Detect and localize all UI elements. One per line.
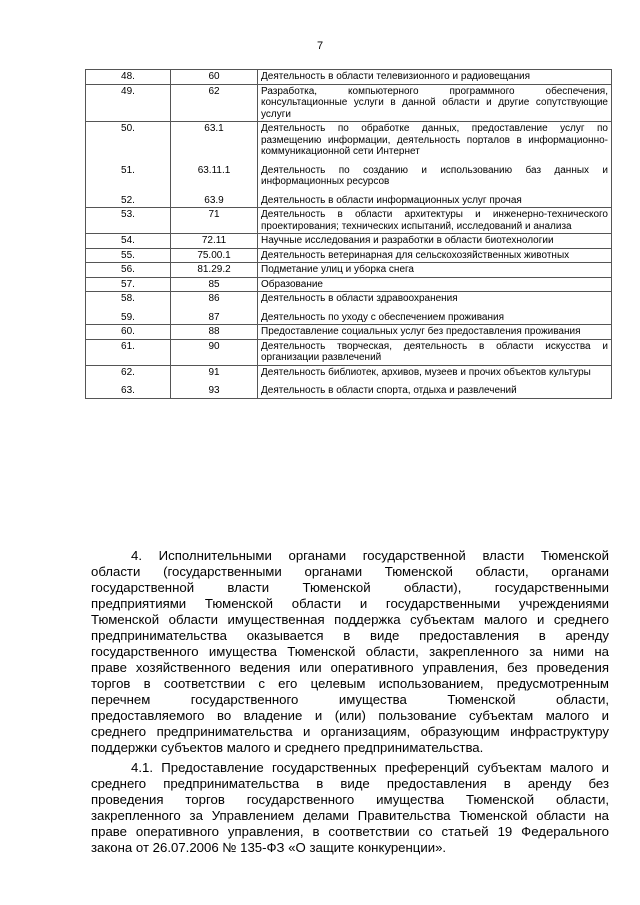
- okved-code: 63.1: [171, 122, 258, 164]
- row-number: 50.: [86, 122, 171, 164]
- row-number: 55.: [86, 248, 171, 263]
- activity-description: Деятельность библиотек, архивов, музеев и прочих объектов культуры: [258, 365, 612, 384]
- table-row: [86, 194, 612, 208]
- text-line: среднего предпринимательства в виде предоставления в аренду без: [91, 776, 609, 791]
- okved-code: 71: [171, 208, 258, 234]
- row-number: 63.: [86, 384, 171, 398]
- okved-code: 63.9: [171, 194, 258, 208]
- paragraph-4: [91, 548, 609, 756]
- text-line: поддержки субъектов малого и среднего предпринимательства.: [91, 740, 484, 755]
- row-number: 58.: [86, 292, 171, 311]
- text-line: государственной власти Тюменской области), государственными: [91, 580, 609, 595]
- row-number: 57.: [86, 277, 171, 292]
- page-number: 7: [316, 40, 324, 52]
- text-line: закрепленного за Управлением делами Правительства Тюменской области на: [91, 808, 609, 823]
- text-line: предоставляемого во владение и (или) пользование субъектам малого и: [91, 708, 609, 723]
- text-line: среднего предпринимательства и организациям, образующим инфраструктуру: [91, 724, 609, 739]
- okved-code: 75.00.1: [171, 248, 258, 263]
- activity-description: Подметание улиц и уборка снега: [258, 263, 612, 278]
- okved-code: 87: [171, 311, 258, 325]
- row-number: 59.: [86, 311, 171, 325]
- activity-codes-table: [85, 69, 612, 399]
- table-row: [86, 208, 612, 234]
- table-row: [86, 292, 612, 311]
- table-row: [86, 70, 612, 85]
- activity-description: Деятельность в области спорта, отдыха и развлечений: [258, 384, 612, 398]
- okved-code: 85: [171, 277, 258, 292]
- text-line: проведения торгов государственного имущества Тюменской области,: [91, 792, 609, 807]
- row-number: 54.: [86, 234, 171, 249]
- text-line: предприятиями Тюменской области и государственными учреждениями: [91, 596, 609, 611]
- activity-description: Деятельность по обработке данных, предоставление услуг по размещению информации, деятельность порталов в информационно-коммуникационной сети Интернет: [258, 122, 612, 164]
- okved-code: 88: [171, 325, 258, 340]
- text-line: закона от 26.07.2006 № 135-ФЗ «О защите конкуренции».: [91, 840, 447, 855]
- text-line: праве оперативного управления, в соответствии со статьей 19 Федерального: [91, 824, 609, 839]
- activity-description: Деятельность в области здравоохранения: [258, 292, 612, 311]
- okved-code: 72.11: [171, 234, 258, 249]
- okved-code: 62: [171, 84, 258, 122]
- text-line: предпринимательства оказывается в виде предоставления в аренду: [91, 628, 609, 643]
- activity-description: Деятельность творческая, деятельность в области искусства и организации развлечений: [258, 339, 612, 365]
- okved-code: 90: [171, 339, 258, 365]
- activity-description: Деятельность по уходу с обеспечением проживания: [258, 311, 612, 325]
- activity-description: Деятельность в области информационных услуг прочая: [258, 194, 612, 208]
- paragraph-4-1: [91, 760, 609, 856]
- table-row: [86, 164, 612, 194]
- text-line: перечнем государственного имущества Тюменской области,: [91, 692, 609, 707]
- row-number: 62.: [86, 365, 171, 384]
- table-row: [86, 122, 612, 164]
- table-row: [86, 248, 612, 263]
- text-line: государственного имущества Тюменской области, закрепленного за ними на: [91, 644, 609, 659]
- row-number: 48.: [86, 70, 171, 85]
- table-row: [86, 277, 612, 292]
- row-number: 53.: [86, 208, 171, 234]
- row-number: 60.: [86, 325, 171, 340]
- activity-description: Предоставление социальных услуг без предоставления проживания: [258, 325, 612, 340]
- okved-code: 86: [171, 292, 258, 311]
- row-number: 51.: [86, 164, 171, 194]
- okved-code: 60: [171, 70, 258, 85]
- activity-description: Разработка, компьютерного программного обеспечения, консультационные услуги в данной области и другие сопутствующие услуги: [258, 84, 612, 122]
- text-line: праве хозяйственного ведения или оперативного управления, без проведения: [91, 660, 609, 675]
- activity-description: Деятельность ветеринарная для сельскохозяйственных животных: [258, 248, 612, 263]
- table-row: [86, 325, 612, 340]
- row-number: 49.: [86, 84, 171, 122]
- table-row: [86, 84, 612, 122]
- okved-code: 81.29.2: [171, 263, 258, 278]
- row-number: 61.: [86, 339, 171, 365]
- activity-description: Образование: [258, 277, 612, 292]
- text-line: области (государственными органами Тюменской области, органами: [91, 564, 609, 579]
- table-row: [86, 365, 612, 384]
- text-line: Тюменской области имущественная поддержка субъектам малого и среднего: [91, 612, 609, 627]
- row-number: 56.: [86, 263, 171, 278]
- activity-description: Деятельность в области телевизионного и радиовещания: [258, 70, 612, 85]
- activity-description: Деятельность по созданию и использованию баз данных и информационных ресурсов: [258, 164, 612, 194]
- text-line: 4.1. Предоставление государственных преференций субъектам малого и: [131, 760, 609, 775]
- text-line: торгов в соответствии с его целевым использованием, предусмотренным: [91, 676, 609, 691]
- okved-code: 93: [171, 384, 258, 398]
- table-row: [86, 311, 612, 325]
- okved-code: 63.11.1: [171, 164, 258, 194]
- table-row: [86, 263, 612, 278]
- table-row: [86, 339, 612, 365]
- row-number: 52.: [86, 194, 171, 208]
- table-row: [86, 234, 612, 249]
- okved-code: 91: [171, 365, 258, 384]
- activity-description: Научные исследования и разработки в области биотехнологии: [258, 234, 612, 249]
- text-line: 4. Исполнительными органами государственной власти Тюменской: [131, 548, 609, 563]
- activity-description: Деятельность в области архитектуры и инженерно-технического проектирования; технических испытаний, исследований и анализа: [258, 208, 612, 234]
- table-row: [86, 384, 612, 398]
